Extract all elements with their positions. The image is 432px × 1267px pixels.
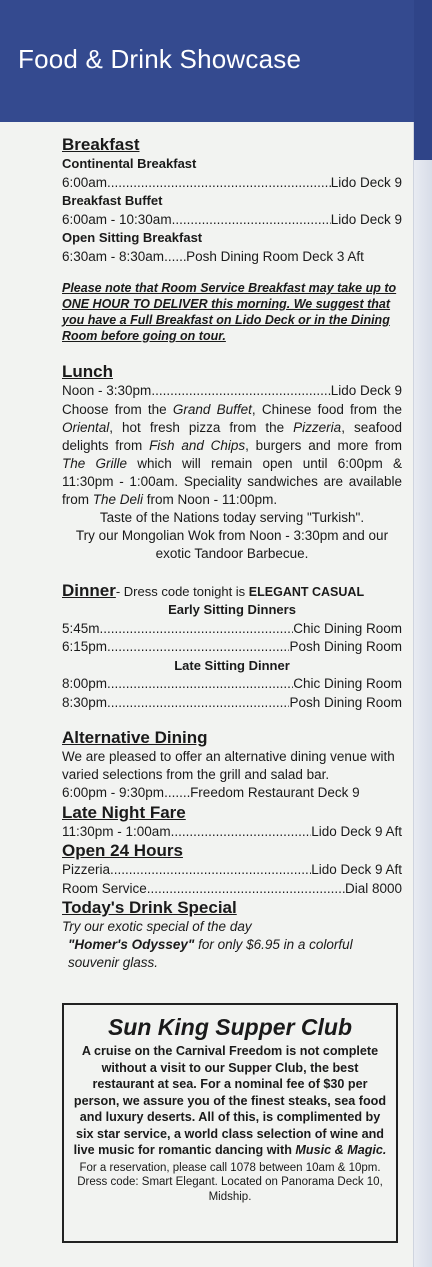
page-title: Food & Drink Showcase xyxy=(18,44,302,74)
dress-code: ELEGANT CASUAL xyxy=(248,584,365,599)
open-24-heading: Open 24 Hours xyxy=(62,841,183,860)
breakfast-item-row: 6:00am - 10:30am ..... Lido Deck 9 xyxy=(62,211,402,230)
lunch-description: Choose from the Grand Buffet, Chinese food from the Oriental, hot fresh pizza from the Pizzeria, seafood delights from Fish and Chips, burgers and more from The Grille which will remain open until 6:00pm & 11:30pm - 1:00am. Speciality sandwiches are available from The Deli from Noon - 11:00pm. xyxy=(62,401,402,507)
mongolian-wok: Try our Mongolian Wok from Noon - 3:30pm and our exotic Tandoor Barbecue. xyxy=(75,527,389,561)
late-sitting-label: Late Sitting Dinner xyxy=(174,657,290,673)
late-night-row: 11:30pm - 1:00am ..... Lido Deck 9 Aft xyxy=(62,823,402,842)
dinner-row: 8:00pm ..... Chic Dining Room xyxy=(62,675,402,694)
drink-name: "Homer's Odyssey" xyxy=(68,937,195,952)
breakfast-item-name: Open Sitting Breakfast xyxy=(62,230,203,245)
drink-special-heading: Today's Drink Special xyxy=(62,898,237,917)
header-banner xyxy=(0,0,414,122)
breakfast-item-name: Continental Breakfast xyxy=(62,156,197,171)
early-sitting-label: Early Sitting Dinners xyxy=(168,602,296,617)
dinner-row: 8:30pm ..... Posh Dining Room xyxy=(62,694,402,713)
page-edge-stripe xyxy=(413,0,432,1267)
supper-club-box xyxy=(62,1003,398,1243)
supper-club-body: A cruise on the Carnival Freedom is not complete without a visit to our Supper Club, the best restaurant at sea. For a nominal fee of $30 per person, we assure you of the finest steaks, sea food and luxury deserts. All of this, is complimented by six star service, a world class selection of wine and live music for romantic dancing with Music & Magic. xyxy=(73,1044,387,1157)
lunch-heading: Lunch xyxy=(62,362,113,381)
menu-content xyxy=(62,135,402,972)
supper-club-reservation: For a reservation, please call 1078 between 10am & 10pm. Dress code: Smart Elegant. Located on Panorama Deck 10, Midship. xyxy=(77,1161,383,1203)
drink-special-text: Try our exotic special of the day "Homer's Odyssey" for only $6.95 in a colorful souvenir glass. xyxy=(62,919,353,970)
open-24-row: Pizzeria ..... Lido Deck 9 Aft xyxy=(62,861,402,880)
alternative-dining-heading: Alternative Dining xyxy=(62,728,208,747)
lunch-time-row: Noon - 3:30pm ..... Lido Deck 9 xyxy=(62,382,402,401)
late-night-heading: Late Night Fare xyxy=(62,802,186,822)
dinner-heading-row: Dinner- Dress code tonight is ELEGANT CASUAL xyxy=(62,580,365,600)
breakfast-item-row: 6:30am - 8:30am ..... Posh Dining Room Deck 3 Aft xyxy=(62,248,402,267)
alternative-dining-row: 6:00pm - 9:30pm ..... Freedom Restaurant Deck 9 xyxy=(62,784,402,803)
taste-of-nations: Taste of the Nations today serving "Turkish". xyxy=(99,509,365,525)
breakfast-heading: Breakfast xyxy=(62,135,140,154)
room-service-note: Please note that Room Service Breakfast may take up to ONE HOUR TO DELIVER this morning. We suggest that you have a Full Breakfast on Lido Deck or in the Dining Room before going on tour. xyxy=(62,281,397,343)
supper-club-title: Sun King Supper Club xyxy=(107,1014,353,1040)
dinner-heading: Dinner xyxy=(62,580,116,600)
alternative-dining-text: We are pleased to offer an alternative dining venue with varied selections from the grill and salad bar. xyxy=(62,749,395,782)
dinner-row: 5:45m ..... Chic Dining Room xyxy=(62,620,402,639)
breakfast-item-name: Breakfast Buffet xyxy=(62,193,163,208)
breakfast-item-row: 6:00am ..... Lido Deck 9 xyxy=(62,174,402,193)
dinner-row: 6:15pm ..... Posh Dining Room xyxy=(62,638,402,657)
open-24-row: Room Service ..... Dial 8000 xyxy=(62,880,402,899)
